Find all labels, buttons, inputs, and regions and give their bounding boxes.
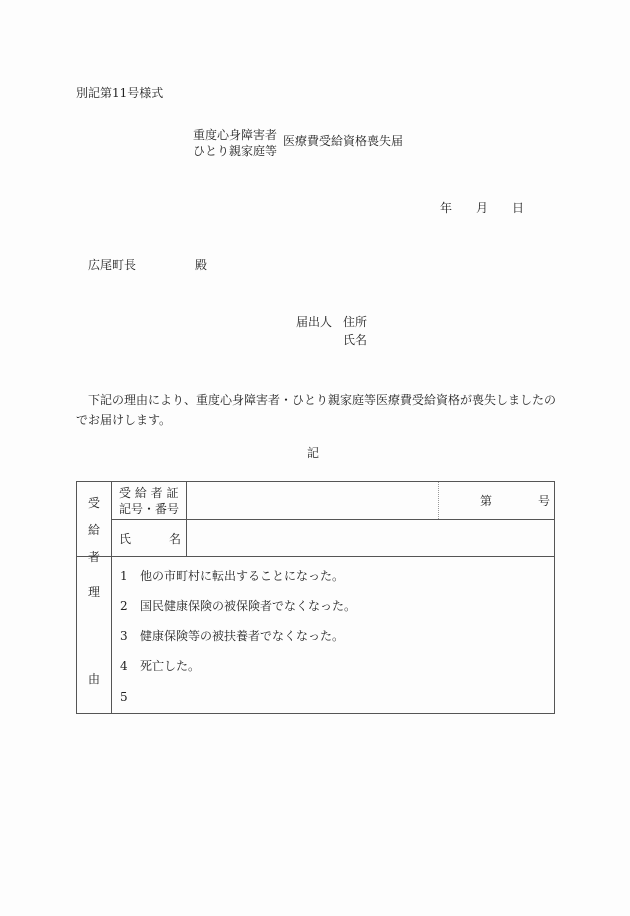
address-label: 住所 bbox=[343, 315, 368, 329]
recipient-char-2: 給 bbox=[87, 523, 100, 537]
recipient-header bbox=[77, 494, 111, 565]
date-field[interactable] bbox=[440, 202, 524, 214]
reason-num: 5 bbox=[120, 690, 128, 704]
title-suffix: 医療費受給資格喪失届 bbox=[283, 134, 404, 148]
notifier-label: 届出人 bbox=[296, 315, 333, 329]
reason-num: 1 bbox=[120, 569, 128, 583]
reason-text: 健康保険等の被扶養者でなくなった。 bbox=[140, 629, 345, 643]
reason-num: 2 bbox=[120, 599, 128, 613]
title-line-2: ひとり親家庭等 bbox=[193, 144, 278, 158]
ki-heading: 記 bbox=[307, 446, 320, 460]
reason-header-top: 理 bbox=[88, 585, 101, 599]
reason-text: 死亡した。 bbox=[140, 659, 201, 673]
form-number: 別記第11号様式 bbox=[76, 86, 164, 100]
name-label: 氏名 bbox=[343, 333, 368, 347]
certificate-label-2: 記号・番号 bbox=[119, 502, 180, 516]
col-divider-1 bbox=[111, 482, 112, 713]
date-year: 年 bbox=[440, 201, 453, 215]
title-categories bbox=[193, 127, 277, 159]
reason-header-bottom: 由 bbox=[88, 672, 101, 686]
reason-text: 国民健康保険の被保険者でなくなった。 bbox=[140, 599, 357, 613]
name-input[interactable] bbox=[187, 520, 554, 556]
reason-num: 3 bbox=[120, 629, 128, 643]
form-table bbox=[76, 481, 555, 714]
honorific: 殿 bbox=[195, 258, 208, 272]
date-month: 月 bbox=[476, 201, 489, 215]
addressee: 広尾町長 bbox=[88, 258, 137, 272]
date-day: 日 bbox=[512, 201, 525, 215]
title-line-1: 重度心身障害者 bbox=[193, 128, 278, 142]
row-divider-2 bbox=[77, 556, 554, 557]
name-label-right: 名 bbox=[169, 532, 182, 546]
reason-num: 4 bbox=[120, 659, 128, 673]
recipient-char-1: 受 bbox=[87, 496, 100, 510]
certificate-label-1: 受 給 者 証 bbox=[119, 486, 179, 500]
body-text: 下記の理由により、重度心身障害者・ひとり親家庭等医療費受給資格が喪失しましたのでお届けします。 bbox=[76, 393, 557, 427]
number-prefix: 第 bbox=[480, 494, 493, 508]
number-suffix: 号 bbox=[538, 494, 551, 508]
certificate-number-input[interactable] bbox=[187, 482, 438, 519]
reason-text: 他の市町村に転出することになった。 bbox=[140, 569, 345, 583]
number-field[interactable] bbox=[439, 482, 554, 519]
name-label-left: 氏 bbox=[119, 532, 132, 546]
recipient-char-3: 者 bbox=[87, 550, 100, 564]
